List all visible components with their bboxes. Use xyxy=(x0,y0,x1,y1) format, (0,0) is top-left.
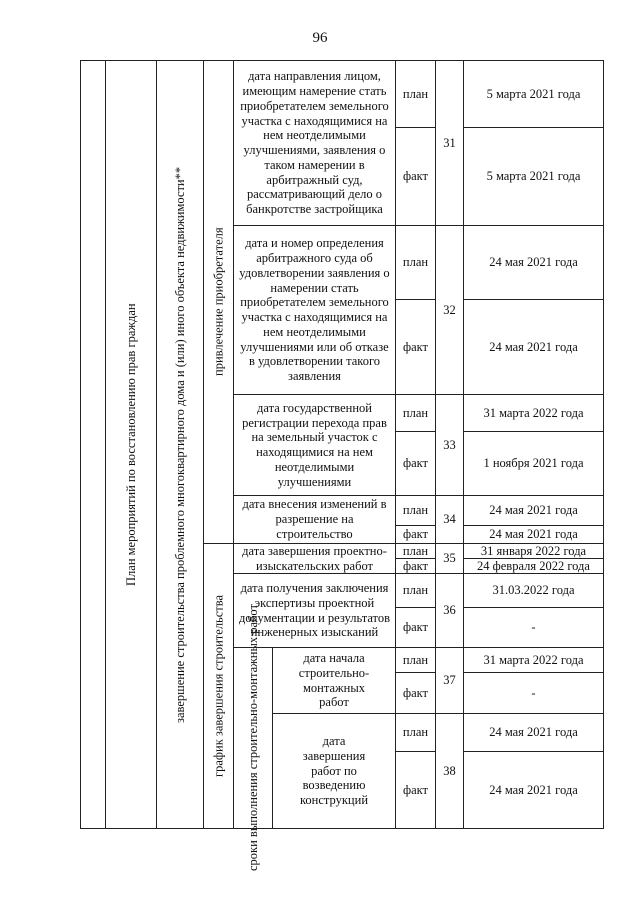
row-31-fact-date: 5 марта 2021 года xyxy=(463,127,604,226)
row-35-desc: дата завершения проектно-изыскательских работ xyxy=(233,543,396,574)
row-38-desc: дата завершения работ по возведению конструкций xyxy=(272,713,396,829)
row-37-num: 37 xyxy=(435,647,464,714)
section-schedule-label: график завершения строительства xyxy=(211,594,226,778)
row-38-plan-date: 24 мая 2021 года xyxy=(463,713,604,752)
row-33-num: 33 xyxy=(435,394,464,496)
row-34-plan-kind: план xyxy=(395,495,436,526)
row-34-desc: дата внесения изменений в разрешение на строительство xyxy=(233,495,396,544)
row-38-fact-date: 24 мая 2021 года xyxy=(463,751,604,829)
row-32-desc: дата и номер определения арбитражного суда об удовлетворении заявления о намерении стать приобретателем земельного участка с находящимися на нем неотделимыми улучшениями или об отказе в удовлетворении такого заявления xyxy=(233,225,396,395)
outer-left-column xyxy=(80,60,106,829)
completion-title: завершение строительства проблемного многоквартирного дома и (или) иного объекта недвижимости** xyxy=(172,166,187,723)
row-32-num: 32 xyxy=(435,225,464,395)
row-36-num: 36 xyxy=(435,573,464,648)
row-36-desc: дата получения заключения экспертизы проектной документации и результатов инженерных изысканий xyxy=(233,573,396,648)
row-31-plan-kind: план xyxy=(395,60,436,128)
row-34-fact-kind: факт xyxy=(395,525,436,544)
row-32-fact-kind: факт xyxy=(395,299,436,395)
row-32-plan-kind: план xyxy=(395,225,436,300)
row-32-fact-date: 24 мая 2021 года xyxy=(463,299,604,395)
row-33-fact-kind: факт xyxy=(395,431,436,496)
row-37-fact-date: - xyxy=(463,672,604,714)
row-31-plan-date: 5 марта 2021 года xyxy=(463,60,604,128)
row-38-fact-kind: факт xyxy=(395,751,436,829)
row-34-plan-date: 24 мая 2021 года xyxy=(463,495,604,526)
row-32-plan-date: 24 мая 2021 года xyxy=(463,225,604,300)
row-34-num: 34 xyxy=(435,495,464,544)
subsection-terms-label: сроки выполнения строительно-монтажных работ xyxy=(245,604,260,872)
row-31-fact-kind: факт xyxy=(395,127,436,226)
row-35-plan-kind: план xyxy=(395,543,436,559)
row-36-plan-kind: план xyxy=(395,573,436,608)
row-35-plan-date: 31 января 2022 года xyxy=(463,543,604,559)
row-37-fact-kind: факт xyxy=(395,672,436,714)
section-attract-label: привлечение приобретателя xyxy=(211,227,226,377)
plan-title: План мероприятий по восстановлению прав граждан xyxy=(123,303,138,586)
row-31-desc: дата направления лицом, имеющим намерение стать приобретателем земельного участка с находящимися на нем неотделимыми улучшениями, заявления о таком намерении в арбитражный суд, рассматривающий дело о банкротстве застройщика xyxy=(233,60,396,226)
row-36-fact-date: - xyxy=(463,607,604,648)
row-37-desc: дата начала строительно-монтажных работ xyxy=(272,647,396,714)
row-37-plan-date: 31 марта 2022 года xyxy=(463,647,604,673)
row-38-plan-kind: план xyxy=(395,713,436,752)
row-36-plan-date: 31.03.2022 года xyxy=(463,573,604,608)
page-number: 96 xyxy=(312,30,328,46)
row-36-fact-kind: факт xyxy=(395,607,436,648)
row-35-fact-kind: факт xyxy=(395,558,436,574)
row-33-plan-kind: план xyxy=(395,394,436,432)
row-35-fact-date: 24 февраля 2022 года xyxy=(463,558,604,574)
row-38-num: 38 xyxy=(435,713,464,829)
row-33-fact-date: 1 ноября 2021 года xyxy=(463,431,604,496)
row-31-num: 31 xyxy=(435,60,464,226)
row-33-desc: дата государственной регистрации перехода прав на земельный участок с находящимися на нем неотделимыми улучшениями xyxy=(233,394,396,496)
row-37-plan-kind: план xyxy=(395,647,436,673)
row-33-plan-date: 31 марта 2022 года xyxy=(463,394,604,432)
row-34-fact-date: 24 мая 2021 года xyxy=(463,525,604,544)
row-35-num: 35 xyxy=(435,543,464,574)
